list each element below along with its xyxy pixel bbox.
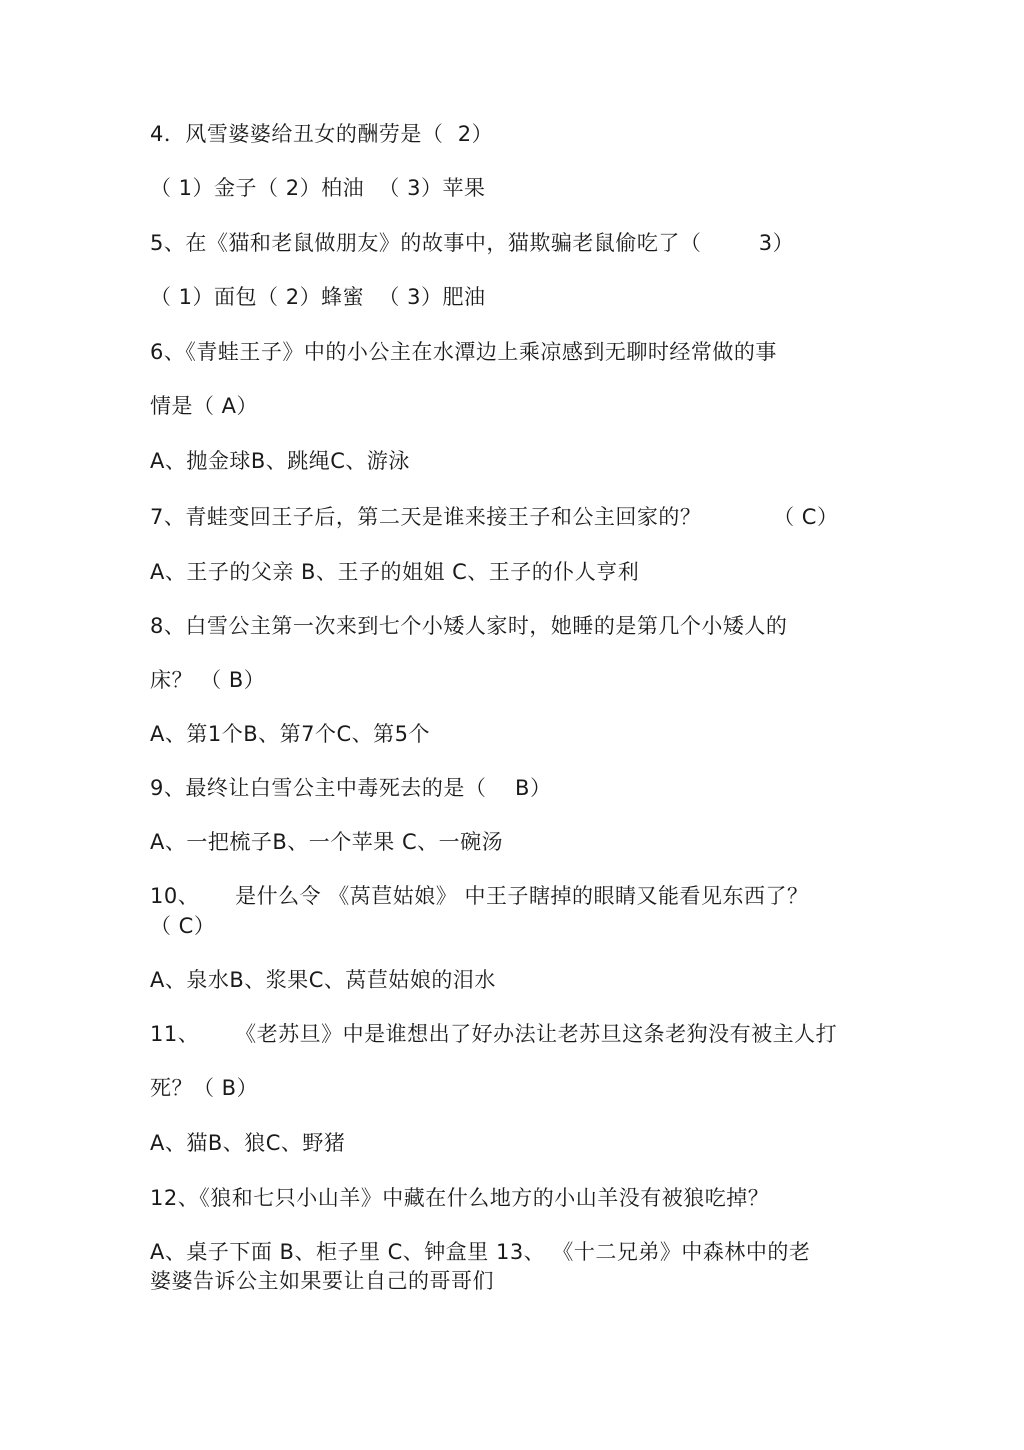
text-line: A、第1个B、第7个C、第5个 [150,722,431,746]
text-line: 9、最终让白雪公主中毒死去的是（ B） [150,776,552,800]
text-line: （ 1）金子（ 2）柏油 （ 3）苹果 [150,176,486,200]
text-line: 4．风雪婆婆给丑女的酬劳是（ 2） [150,122,494,146]
text-line: A、猫B、狼C、野猪 [150,1131,346,1155]
text-line: 10、 是什么令 《莴苣姑娘》 中王子瞎掉的眼睛又能看见东西了？ [150,884,809,908]
text-line: 8、白雪公主第一次来到七个小矮人家时，她睡的是第几个小矮人的 [150,614,788,638]
text-line: 床？ （ B） [150,668,266,692]
text-line: 5、在《猫和老鼠做朋友》的故事中，猫欺骗老鼠偷吃了（ 3） [150,231,795,255]
text-line: 婆婆告诉公主如果要让自己的哥哥们 [150,1269,494,1293]
text-line: （ 1）面包（ 2）蜂蜜 （ 3）肥油 [150,285,486,309]
text-line: A、抛金球B、跳绳C、游泳 [150,449,410,473]
text-line: 死？（ B） [150,1076,259,1100]
text-line: A、王子的父亲 B、王子的姐姐 C、王子的仆人亨利 [150,560,640,584]
text-line: A、泉水B、浆果C、莴苣姑娘的泪水 [150,968,496,992]
text-line: 7、青蛙变回王子后，第二天是谁来接王子和公主回家的？ （ C） [150,505,839,529]
text-line: 12、《狼和七只小山羊》中藏在什么地方的小山羊没有被狼吃掉？ [150,1186,770,1210]
text-line: 6、《青蛙王子》中的小公主在水潭边上乘凉感到无聊时经常做的事 [150,340,777,364]
text-line: （ C） [150,914,216,938]
text-line: 11、 《老苏旦》中是谁想出了好办法让老苏旦这条老狗没有被主人打 [150,1022,838,1046]
text-line: 情是（ A） [150,394,259,418]
text-line: A、桌子下面 B、柜子里 C、钟盒里 13、 《十二兄弟》中森林中的老 [150,1240,811,1264]
text-line: A、一把梳子B、一个苹果 C、一碗汤 [150,830,504,854]
